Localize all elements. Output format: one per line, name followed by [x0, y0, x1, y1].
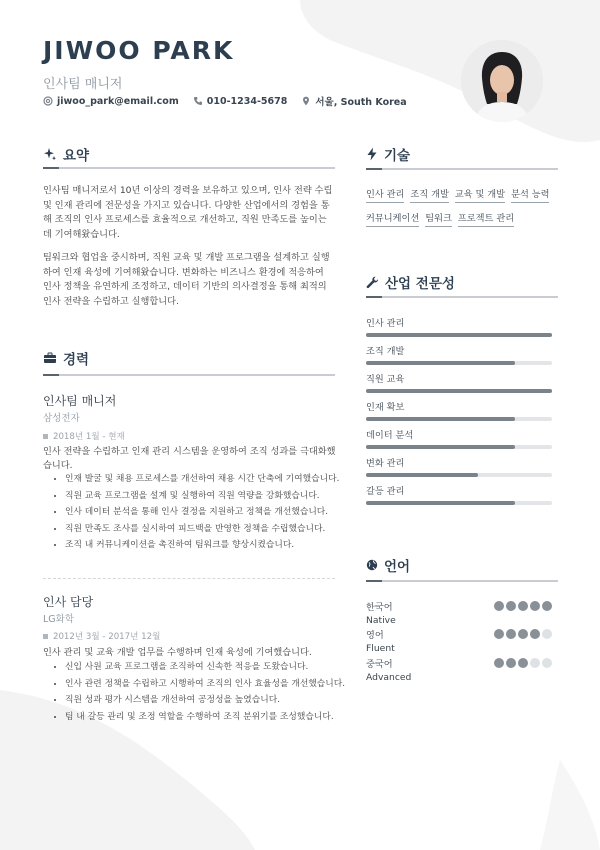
language-level: Fluent: [366, 643, 395, 654]
experience-heading-text: 경력: [63, 352, 90, 368]
expertise-track: [366, 333, 552, 337]
job-bullets: [43, 660, 355, 726]
languages-heading-text: 언어: [384, 559, 411, 575]
expertise-label: 인재 확보: [366, 402, 405, 413]
expertise-item: [366, 455, 552, 477]
language-rating: [494, 601, 552, 611]
job-dates-text: 2012년 3월 - 2017년 12월: [53, 632, 161, 642]
language-name: 중국어: [366, 659, 393, 670]
skills-heading-text: 기술: [384, 148, 411, 164]
expertise-track: [366, 473, 552, 477]
lightning-icon: [366, 147, 378, 161]
skill-tag: 프로젝트 관리: [458, 210, 514, 227]
job-bullets: [43, 472, 355, 555]
language-rating: [494, 629, 552, 639]
job-bullet: • 인사 관련 정책을 수립하고 시행하여 조직의 인사 효율성을 개선했습니다.: [65, 677, 355, 691]
expertise-label: 직원 교육: [366, 374, 405, 385]
expertise-fill: [366, 389, 552, 393]
job-separator: [43, 578, 335, 579]
language-item: [366, 599, 556, 626]
expertise-track: [366, 445, 552, 449]
languages-divider: [366, 580, 558, 582]
expertise-label: 데이터 분석: [366, 430, 414, 441]
rating-dot-filled: [506, 658, 516, 668]
contact-row: [43, 94, 407, 108]
rating-dot-filled: [518, 601, 528, 611]
rating-dot-filled: [530, 629, 540, 639]
rating-dot-filled: [506, 601, 516, 611]
rating-dot-filled: [506, 629, 516, 639]
expertise-track: [366, 361, 552, 365]
expertise-item: [366, 427, 552, 449]
job-description: 인사 전략을 수립하고 인재 관리 시스템을 운영하여 조직 성과를 극대화했습니다.: [43, 446, 336, 471]
skill-tag: 조직 개발: [410, 186, 448, 203]
language-name: 한국어: [366, 602, 393, 613]
wrench-icon: [366, 276, 379, 289]
expertise-label: 변화 관리: [366, 458, 405, 469]
job-bullet: • 직원 만족도 조사를 실시하여 피드백을 반영한 정책을 수립했습니다.: [65, 522, 355, 536]
skill-tag: 인사 관리: [366, 186, 404, 203]
expertise-item: [366, 343, 552, 365]
job-description: 인사 관리 및 교육 개발 업무를 수행하며 인재 육성에 기여했습니다.: [43, 647, 312, 658]
job-dates: [43, 630, 160, 642]
globe-icon: [366, 559, 378, 571]
expertise-track: [366, 501, 552, 505]
profile-photo: [461, 40, 543, 122]
location-text: 서울, South Korea: [315, 97, 407, 108]
skills-divider: [366, 168, 558, 170]
expertise-label: 조직 개발: [366, 346, 405, 357]
candidate-name: JIWOO PARK: [43, 36, 235, 65]
skill-tag: 분석 능력: [511, 186, 549, 203]
job-title: 인사팀 매니저: [43, 394, 117, 408]
summary-divider: [43, 167, 335, 169]
calendar-icon: [43, 434, 48, 439]
expertise-fill: [366, 473, 478, 477]
location-pin-icon: [301, 96, 311, 106]
language-item: [366, 627, 556, 654]
email-text: jiwoo_park@email.com: [57, 95, 179, 107]
job-company: LG화학: [43, 614, 75, 625]
skill-tag: 커뮤니케이션: [366, 210, 419, 227]
candidate-role: 인사팀 매니저: [43, 77, 123, 92]
summary-paragraph-2: 팀워크와 협업을 중시하며, 직원 교육 및 개발 프로그램을 설계하고 실행하여 인재 육성에 기여해왔습니다. 변화하는 비즈니스 환경에 적응하여 인사 정책을 유연하게 조정하고, 데이터 기반의 의사결정을 통해 최적의 인사 전략을 수립하고 실행합니다.: [43, 252, 330, 307]
expertise-item: [366, 399, 552, 421]
expertise-heading-text: 산업 전문성: [385, 276, 455, 292]
language-level: Advanced: [366, 672, 412, 683]
experience-divider: [43, 374, 335, 376]
at-icon: [43, 96, 53, 106]
rating-dot-empty: [542, 658, 552, 668]
expertise-track: [366, 389, 552, 393]
job-bullet: • 인사 데이터 분석을 통해 인사 결정을 지원하고 정책을 개선했습니다.: [65, 505, 355, 519]
summary-paragraph-1: 인사팀 매니저로서 10년 이상의 경력을 보유하고 있으며, 인사 전략 수립 및 인재 관리에 전문성을 가지고 있습니다. 다양한 산업에서의 경험을 통해 조직의 인사 프로세스를 효율적으로 개선하고, 직원 만족도를 높이는 데 기여해왔습니다.: [43, 185, 333, 240]
rating-dot-empty: [542, 629, 552, 639]
sparkle-icon: [43, 147, 57, 161]
experience-heading: [43, 348, 89, 368]
expertise-fill: [366, 361, 515, 365]
expertise-fill: [366, 501, 515, 505]
language-level: Native: [366, 615, 396, 626]
expertise-item: [366, 483, 552, 505]
language-item: [366, 656, 556, 683]
rating-dot-filled: [518, 658, 528, 668]
language-rating: [494, 658, 552, 668]
job-bullet: • 조직 내 커뮤니케이션을 촉진하여 팀워크를 향상시켰습니다.: [65, 538, 355, 552]
job-bullet: • 직원 성과 평가 시스템을 개선하여 공정성을 높였습니다.: [65, 693, 355, 707]
job-bullet: • 인재 발굴 및 채용 프로세스를 개선하여 채용 시간 단축에 기여했습니다.: [65, 472, 355, 486]
job-dates-text: 2018년 1월 - 현재: [53, 432, 125, 442]
rating-dot-filled: [494, 629, 504, 639]
expertise-fill: [366, 445, 515, 449]
expertise-label: 인사 관리: [366, 318, 405, 329]
rating-dot-filled: [542, 601, 552, 611]
expertise-fill: [366, 333, 552, 337]
phone-text: 010-1234-5678: [206, 95, 288, 107]
summary-heading-text: 요약: [63, 148, 90, 164]
skill-tag: 교육 및 개발: [455, 186, 505, 203]
job-bullet: • 직원 교육 프로그램을 설계 및 실행하여 직원 역량을 강화했습니다.: [65, 489, 355, 503]
expertise-track: [366, 417, 552, 421]
calendar-icon: [43, 634, 48, 639]
skills-list: [366, 186, 558, 230]
job-bullet: • 팀 내 갈등 관리 및 조정 역할을 수행하여 조직 분위기를 조성했습니다.: [65, 710, 355, 724]
job-company: 삼성전자: [43, 413, 80, 424]
summary-heading: [43, 144, 89, 164]
languages-heading: [366, 555, 410, 575]
phone-icon: [193, 96, 203, 106]
skills-heading: [366, 144, 410, 164]
rating-dot-filled: [518, 629, 528, 639]
rating-dot-filled: [494, 601, 504, 611]
contact-location: [301, 94, 406, 108]
briefcase-icon: [43, 352, 57, 364]
expertise-divider: [366, 296, 558, 298]
expertise-fill: [366, 417, 515, 421]
contact-phone[interactable]: [193, 94, 288, 108]
expertise-heading: [366, 272, 455, 292]
skill-tag: 팀워크: [425, 210, 452, 227]
language-name: 영어: [366, 630, 384, 641]
rating-dot-filled: [494, 658, 504, 668]
rating-dot-filled: [530, 601, 540, 611]
expertise-item: [366, 315, 552, 337]
rating-dot-empty: [530, 658, 540, 668]
contact-email[interactable]: [43, 94, 179, 108]
expertise-item: [366, 371, 552, 393]
expertise-label: 갈등 관리: [366, 486, 405, 497]
job-bullet: • 신입 사원 교육 프로그램을 조직하여 신속한 적응을 도왔습니다.: [65, 660, 355, 674]
job-title: 인사 담당: [43, 595, 94, 609]
job-dates: [43, 430, 125, 442]
